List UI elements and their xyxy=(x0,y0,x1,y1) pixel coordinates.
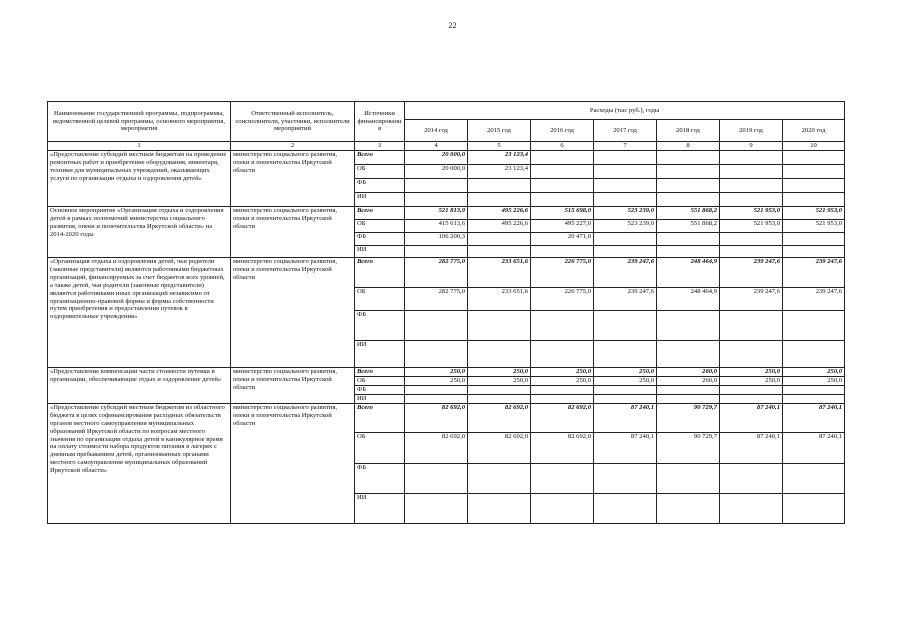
value-cell: 87 240,1 xyxy=(594,432,657,463)
value-cell xyxy=(468,386,531,395)
value-cell xyxy=(783,193,845,207)
value-cell xyxy=(783,151,845,165)
value-cell xyxy=(594,165,657,179)
value-cell xyxy=(531,463,594,493)
value-cell: 551 868,2 xyxy=(657,207,720,220)
value-cell xyxy=(657,341,720,368)
table-row xyxy=(48,368,845,377)
value-cell xyxy=(405,246,468,258)
header-year: 2019 год xyxy=(720,120,783,142)
source-cell: Всего xyxy=(355,403,405,432)
value-cell xyxy=(720,233,783,246)
value-cell: 233 651,6 xyxy=(468,288,531,311)
header-expenses: Расходы (тыс руб.), годы xyxy=(405,102,845,120)
value-cell xyxy=(405,179,468,193)
value-cell xyxy=(657,395,720,404)
value-cell xyxy=(720,246,783,258)
source-cell: Всего xyxy=(355,151,405,165)
value-cell: 260,0 xyxy=(657,377,720,386)
value-cell xyxy=(594,395,657,404)
responsible-cell: министерство социального развития, опеки и попечительства Иркутской области xyxy=(231,207,355,258)
value-cell xyxy=(531,395,594,404)
value-cell xyxy=(657,233,720,246)
value-cell: 250,0 xyxy=(405,377,468,386)
value-cell xyxy=(783,165,845,179)
value-cell xyxy=(531,179,594,193)
table-row xyxy=(48,403,845,432)
header-year: 2018 год xyxy=(657,120,720,142)
value-cell xyxy=(657,151,720,165)
value-cell xyxy=(594,151,657,165)
value-cell: 282 775,0 xyxy=(405,258,468,288)
value-cell: 415 613,6 xyxy=(405,220,468,233)
value-cell: 250,0 xyxy=(468,368,531,377)
source-cell: ОБ xyxy=(355,288,405,311)
program-name-cell: «Предоставление субсидий местным бюджетам из областного бюджета в целях софинансирования расходных обязательств органов местного самоуправления муниципальных образований Иркутской области по вопросам местного значения по организации отдыха детей в каникулярное время на оплату стоимости набора продуктов питания в лагерях с дневным пребыванием детей, организованных органами местного самоуправления муниципальных образований Иркутской области» xyxy=(48,403,231,523)
program-name-cell: «Предоставление субсидий местным бюджетам на проведение ремонтных работ и приобретение оборудования, инвентаря, техники для муниципальных учреждений, оказывающих услуги по организации отдыха и оздоровления детей» xyxy=(48,151,231,207)
value-cell: 521 813,9 xyxy=(405,207,468,220)
value-cell xyxy=(405,341,468,368)
value-cell xyxy=(594,311,657,341)
value-cell xyxy=(783,311,845,341)
value-cell xyxy=(783,493,845,523)
source-cell: ИИ xyxy=(355,193,405,207)
source-cell: ИИ xyxy=(355,395,405,404)
value-cell xyxy=(720,179,783,193)
value-cell xyxy=(720,193,783,207)
column-number: 5 xyxy=(468,142,531,151)
value-cell: 87 240,1 xyxy=(783,403,845,432)
value-cell: 239 247,6 xyxy=(594,258,657,288)
value-cell: 250,0 xyxy=(783,377,845,386)
responsible-cell: министерство социального развития, опеки и попечительства Иркутской области xyxy=(231,403,355,523)
value-cell: 239 247,6 xyxy=(783,258,845,288)
value-cell: 233 651,6 xyxy=(468,258,531,288)
table-row xyxy=(48,151,845,165)
column-number: 1 xyxy=(48,142,231,151)
value-cell xyxy=(468,233,531,246)
value-cell: 250,0 xyxy=(720,368,783,377)
source-cell: ИИ xyxy=(355,493,405,523)
column-number: 9 xyxy=(720,142,783,151)
value-cell: 495 226,6 xyxy=(468,220,531,233)
column-number: 2 xyxy=(231,142,355,151)
value-cell: 260,0 xyxy=(657,368,720,377)
value-cell: 82 692,0 xyxy=(468,432,531,463)
value-cell xyxy=(720,493,783,523)
source-cell: ИИ xyxy=(355,341,405,368)
value-cell xyxy=(720,463,783,493)
value-cell xyxy=(594,341,657,368)
program-name-cell: «Организация отдыха и оздоровления детей, чьи родители (законные представители) являются работниками бюджетных организаций, финансируемых за счет бюджетов всех уровней, а также детей, чьи родители (законные представители) являются работниками иных организаций независимо от организационно-правовой формы и формы собственности путем приобретения и предоставления путевок в оздоровительные учреждения» xyxy=(48,258,231,368)
header-responsible: Ответственный исполнитель, соисполнители, участники, исполнители мероприятий xyxy=(231,102,355,142)
value-cell xyxy=(657,193,720,207)
value-cell xyxy=(594,193,657,207)
value-cell: 90 729,7 xyxy=(657,432,720,463)
value-cell xyxy=(720,386,783,395)
value-cell xyxy=(720,311,783,341)
value-cell xyxy=(783,463,845,493)
source-cell: ИИ xyxy=(355,246,405,258)
value-cell xyxy=(657,179,720,193)
value-cell xyxy=(405,493,468,523)
value-cell xyxy=(720,165,783,179)
value-cell: 523 239,0 xyxy=(594,207,657,220)
value-cell xyxy=(531,246,594,258)
value-cell xyxy=(531,493,594,523)
value-cell: 82 692,0 xyxy=(405,432,468,463)
value-cell xyxy=(657,493,720,523)
value-cell xyxy=(405,311,468,341)
value-cell xyxy=(657,463,720,493)
value-cell: 551 868,2 xyxy=(657,220,720,233)
value-cell: 250,0 xyxy=(594,377,657,386)
header-year: 2017 год xyxy=(594,120,657,142)
source-cell: Всего xyxy=(355,258,405,288)
header-sources: Источники финансировани я xyxy=(355,102,405,142)
value-cell: 495 227,0 xyxy=(531,220,594,233)
value-cell xyxy=(468,179,531,193)
value-cell xyxy=(720,395,783,404)
value-cell: 239 247,6 xyxy=(720,258,783,288)
value-cell xyxy=(531,386,594,395)
source-cell: Всего xyxy=(355,368,405,377)
column-number: 6 xyxy=(531,142,594,151)
value-cell xyxy=(531,151,594,165)
value-cell: 87 240,1 xyxy=(720,432,783,463)
table-row xyxy=(48,258,845,288)
value-cell xyxy=(657,246,720,258)
program-name-cell: «Предоставление компенсации части стоимости путевки в организации, обеспечивающие отдых и оздоровление детей» xyxy=(48,368,231,404)
column-number: 3 xyxy=(355,142,405,151)
value-cell xyxy=(720,341,783,368)
header-year: 2015 год xyxy=(468,120,531,142)
value-cell: 282 775,0 xyxy=(405,288,468,311)
value-cell: 87 240,1 xyxy=(594,403,657,432)
value-cell: 248 464,9 xyxy=(657,288,720,311)
value-cell xyxy=(783,246,845,258)
value-cell: 521 953,0 xyxy=(783,207,845,220)
value-cell xyxy=(468,246,531,258)
value-cell: 20 000,0 xyxy=(405,151,468,165)
value-cell: 521 953,0 xyxy=(783,220,845,233)
value-cell xyxy=(468,341,531,368)
value-cell: 239 247,6 xyxy=(783,288,845,311)
value-cell: 20 471,0 xyxy=(531,233,594,246)
value-cell xyxy=(594,246,657,258)
value-cell xyxy=(594,386,657,395)
value-cell xyxy=(468,395,531,404)
value-cell xyxy=(468,493,531,523)
value-cell xyxy=(531,193,594,207)
value-cell: 87 240,1 xyxy=(783,432,845,463)
value-cell xyxy=(657,386,720,395)
value-cell xyxy=(720,151,783,165)
header-year: 2016 год xyxy=(531,120,594,142)
value-cell: 521 953,0 xyxy=(720,207,783,220)
source-cell: ОБ xyxy=(355,165,405,179)
source-cell: ОБ xyxy=(355,377,405,386)
column-number: 7 xyxy=(594,142,657,151)
value-cell: 250,0 xyxy=(720,377,783,386)
value-cell: 239 247,6 xyxy=(720,288,783,311)
value-cell xyxy=(783,341,845,368)
budget-table xyxy=(47,101,845,524)
value-cell: 82 692,0 xyxy=(531,432,594,463)
value-cell: 250,0 xyxy=(531,368,594,377)
value-cell: 226 775,0 xyxy=(531,288,594,311)
value-cell: 23 123,4 xyxy=(468,165,531,179)
value-cell xyxy=(594,493,657,523)
value-cell: 250,0 xyxy=(405,368,468,377)
value-cell xyxy=(531,165,594,179)
source-cell: Всего xyxy=(355,207,405,220)
column-number: 10 xyxy=(783,142,845,151)
value-cell: 250,0 xyxy=(594,368,657,377)
value-cell: 90 729,7 xyxy=(657,403,720,432)
value-cell: 248 464,9 xyxy=(657,258,720,288)
source-cell: ОБ xyxy=(355,220,405,233)
program-name-cell: Основное мероприятие «Организация отдыха и оздоровления детей в рамках полномочий министерства социального развития, опеки и попечительства Иркутской области» на 2014-2020 годы xyxy=(48,207,231,258)
value-cell: 82 692,0 xyxy=(405,403,468,432)
value-cell: 250,0 xyxy=(531,377,594,386)
value-cell: 82 692,0 xyxy=(531,403,594,432)
column-number: 4 xyxy=(405,142,468,151)
value-cell: 23 123,4 xyxy=(468,151,531,165)
value-cell xyxy=(405,395,468,404)
value-cell xyxy=(405,386,468,395)
source-cell: ФБ xyxy=(355,311,405,341)
value-cell xyxy=(405,463,468,493)
value-cell xyxy=(783,386,845,395)
value-cell: 106 200,3 xyxy=(405,233,468,246)
source-cell: ФБ xyxy=(355,386,405,395)
value-cell: 495 226,6 xyxy=(468,207,531,220)
column-numbers-row xyxy=(48,142,845,151)
value-cell xyxy=(468,193,531,207)
value-cell xyxy=(405,193,468,207)
value-cell xyxy=(468,463,531,493)
value-cell: 521 953,0 xyxy=(720,220,783,233)
source-cell: ФБ xyxy=(355,233,405,246)
value-cell: 515 698,0 xyxy=(531,207,594,220)
responsible-cell: министерство социального развития, опеки и попечительства Иркутской области xyxy=(231,368,355,404)
page-number: 22 xyxy=(448,21,457,30)
value-cell: 87 240,1 xyxy=(720,403,783,432)
header-year: 2014 год xyxy=(405,120,468,142)
header-year: 2020 год xyxy=(783,120,845,142)
value-cell xyxy=(531,341,594,368)
value-cell: 226 775,0 xyxy=(531,258,594,288)
responsible-cell: министерство социального развития, опеки и попечительства Иркутской области xyxy=(231,258,355,368)
value-cell: 250,0 xyxy=(783,368,845,377)
value-cell xyxy=(783,395,845,404)
value-cell xyxy=(783,233,845,246)
value-cell xyxy=(468,311,531,341)
value-cell xyxy=(594,179,657,193)
header-row xyxy=(48,102,845,120)
value-cell: 250,0 xyxy=(468,377,531,386)
responsible-cell: министерство социального развития, опеки и попечительства Иркутской области xyxy=(231,151,355,207)
source-cell: ФБ xyxy=(355,179,405,193)
value-cell xyxy=(783,179,845,193)
value-cell xyxy=(594,233,657,246)
table-row xyxy=(48,207,845,220)
value-cell: 523 239,0 xyxy=(594,220,657,233)
value-cell xyxy=(594,463,657,493)
source-cell: ОБ xyxy=(355,432,405,463)
value-cell xyxy=(657,165,720,179)
source-cell: ФБ xyxy=(355,463,405,493)
value-cell: 82 692,0 xyxy=(468,403,531,432)
value-cell xyxy=(657,311,720,341)
value-cell: 239 247,6 xyxy=(594,288,657,311)
value-cell: 20 000,0 xyxy=(405,165,468,179)
column-number: 8 xyxy=(657,142,720,151)
value-cell xyxy=(531,311,594,341)
header-program: Наименование государственной программы, подпрограммы, ведомственной целевой программы, основного мероприятия, мероприятия xyxy=(48,102,231,142)
